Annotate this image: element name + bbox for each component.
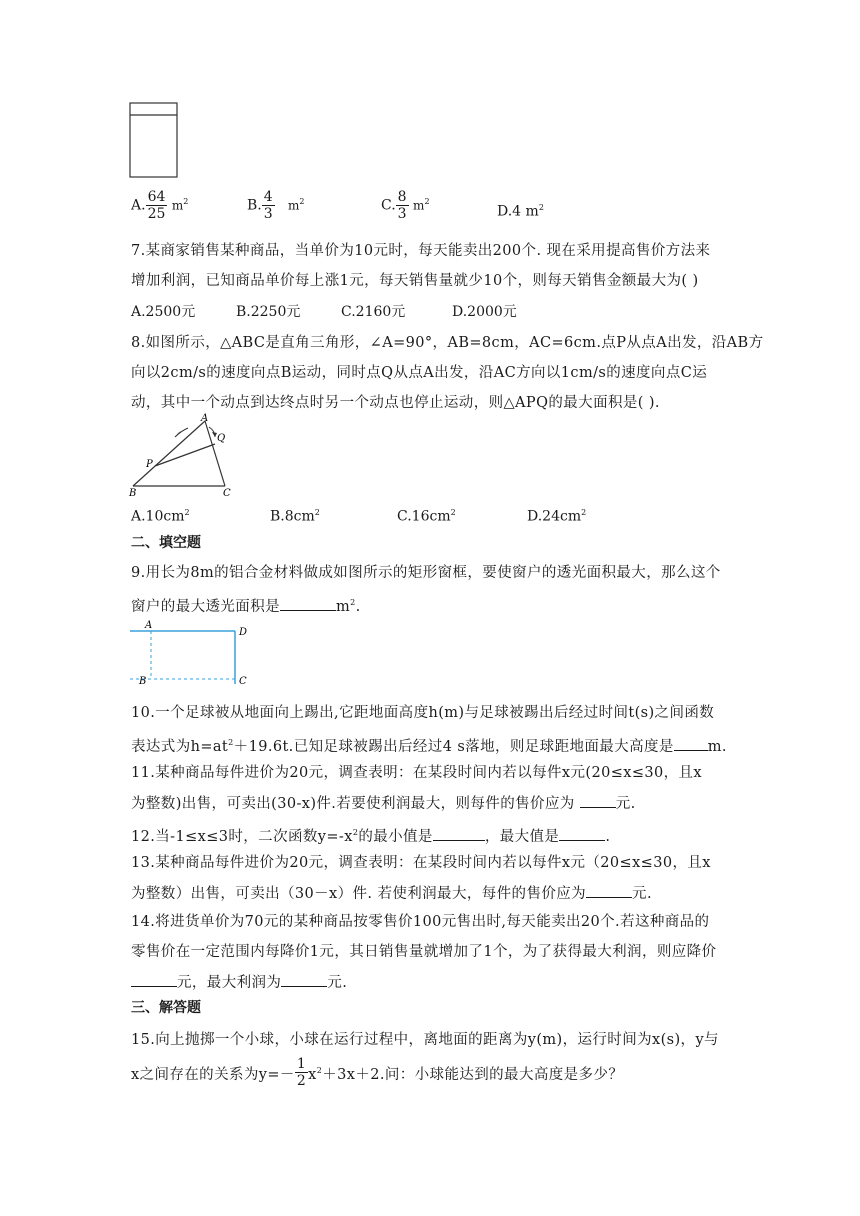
q9-label-c: C xyxy=(239,676,247,687)
q7-text-line1: 7.某商家销售某种商品，当单价为10元时，每天能卖出200个. 现在采用提高售价方法来 xyxy=(131,243,711,259)
q8-label-a: A xyxy=(201,413,209,424)
q7-option-a: A.2500元 xyxy=(131,304,196,320)
q8-option-d: $D.24cm^2$ xyxy=(527,508,587,525)
section-solution-title: 三、解答题 xyxy=(131,1000,201,1016)
q12-max-blank[interactable] xyxy=(559,826,605,841)
q14-price-drop-blank[interactable] xyxy=(131,972,177,987)
q10-text-line1: 10.一个足球被从地面向上踢出,它距地面高度h(m)与足球被踢出后经过时间t(s)之间函数 xyxy=(131,705,715,721)
q8-text-line3: 动，其中一个动点到达终点时另一个动点也停止运动，则△APQ的最大面积是( ). xyxy=(131,395,660,411)
q8-triangle-figure xyxy=(125,413,245,499)
q13-answer-blank[interactable] xyxy=(586,883,632,898)
q8-label-b: B xyxy=(129,488,137,499)
q8-label-p: P xyxy=(146,459,153,470)
q13-text-line1: 13.某种商品每件进价为20元，调查表明：在某段时间内若以每件x元（20≤x≤30，且x xyxy=(131,855,711,871)
q6-option-c: C. $\frac{8}{3}$ $m^2$ xyxy=(381,189,430,222)
q7-option-d: D.2000元 xyxy=(452,304,517,320)
q12-text: 12.当-1≤x≤3时，二次函数$y=-x^2$的最小值是 ，最大值是 . xyxy=(131,823,610,847)
q12-min-blank[interactable] xyxy=(433,826,485,841)
q11-text-line1: 11.某种商品每件进价为20元，调查表明：在某段时间内若以每件x元(20≤x≤30，且x xyxy=(131,765,702,781)
section-fill-in-title: 二、填空题 xyxy=(131,535,201,551)
q6-window-figure xyxy=(129,100,179,180)
q15-text-line1: 15.向上抛掷一个小球，小球在运行过程中，离地面的距离为y(m)，运行时间为x(s)，y与 xyxy=(131,1032,719,1048)
q14-text-line2: 零售价在一定范围内每降价1元，其日销售量就增加了1个，为了获得最大利润，则应降价 xyxy=(131,944,717,960)
q7-option-b: B.2250元 xyxy=(236,304,301,320)
q15-text-line2: x之间存在的关系为y=－ $\frac{1}{2}$ $x^2+3x+2$.问：小球能达到的最大高度是多少？ xyxy=(131,1056,624,1090)
q8-label-c: C xyxy=(223,488,231,499)
q8-option-a: $A.10cm^2$ xyxy=(131,508,190,525)
q8-text-line1: 8.如图所示，△ABC是直角三角形，∠A=90°，AB=8cm，AC=6cm.点P从点A出发，沿AB方 xyxy=(131,335,764,351)
q8-text-line2: 向以2cm/s的速度向点B运动，同时点Q从点A出发，沿AC方向以1cm/s的速度向点C运 xyxy=(131,365,708,381)
q6-option-a: A. $\frac{64}{25}$ $m^2$ xyxy=(131,189,189,222)
q9-answer-blank[interactable] xyxy=(280,596,336,611)
q9-label-b: B xyxy=(139,676,147,687)
q9-text-line2: 窗户的最大透光面积是 $m^2$. xyxy=(131,593,361,617)
q9-label-a: A xyxy=(145,620,153,631)
q9-text-line1: 9.用长为8m的铝合金材料做成如图所示的矩形窗框，要使窗户的透光面积最大，那么这个 xyxy=(131,565,721,581)
q13-text-line2: 为整数）出售，可卖出（30－x）件. 若使利润最大，每件的售价应为 元. xyxy=(131,883,652,904)
q14-text-line1: 14.将进货单价为70元的某种商品按零售价100元售出时,每天能卖出20个.若这种商品的 xyxy=(131,914,710,930)
q9-label-d: D xyxy=(239,627,248,638)
q7-text-line2: 增加利润，已知商品单价每上涨1元，每天销售量就少10个，则每天销售金额最大为( ) xyxy=(131,273,699,289)
q6-option-d: D.4 $m^2$ xyxy=(497,203,544,220)
q14-max-profit-blank[interactable] xyxy=(281,972,327,987)
q6-option-b: B. $\frac{4}{3}$ $m^2$ xyxy=(247,189,305,222)
q10-answer-blank[interactable] xyxy=(674,736,708,751)
q14-text-line3: 元，最大利润为 元. xyxy=(131,972,347,993)
q8-option-b: $B.8cm^2$ xyxy=(270,508,320,525)
q11-answer-blank[interactable] xyxy=(580,793,616,808)
q10-text-line2: 表达式为$h=at^2+19.6t$.已知足球被踢出后经过4 s落地，则足球距地面最大高度是 m. xyxy=(131,733,727,757)
q8-option-c: $C.16cm^2$ xyxy=(397,508,456,525)
q8-label-q: Q xyxy=(217,433,226,444)
q9-window-frame-figure xyxy=(125,617,255,692)
q7-option-c: C.2160元 xyxy=(341,304,406,320)
q11-text-line2: 为整数)出售，可卖出(30-x)件.若要使利润最大，则每件的售价应为 元. xyxy=(131,793,636,814)
